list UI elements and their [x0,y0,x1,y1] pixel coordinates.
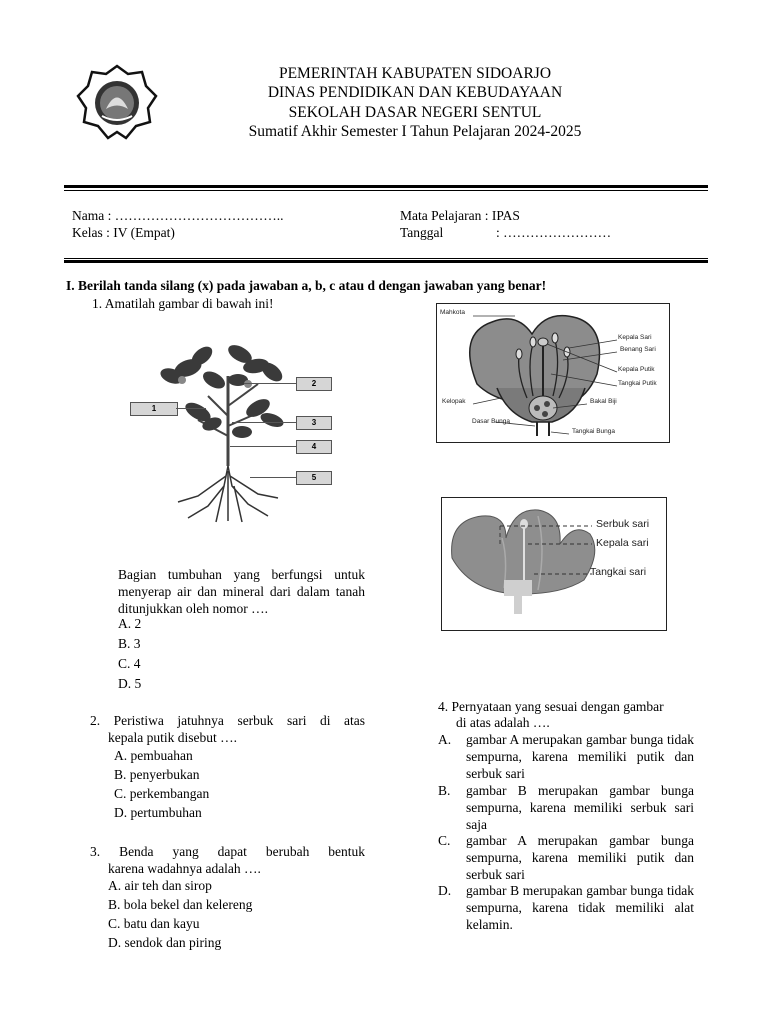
header-department: DINAS PENDIDIKAN DAN KEBUDAYAAN [267,84,563,101]
plant-leader-2 [244,383,296,384]
q3-option-a[interactable]: A. air teh dan sirop [108,878,212,893]
flower-a-label-benang-sari: Benang Sari [620,346,656,353]
plant-label-5: 5 [296,471,332,485]
q3-option-b[interactable]: B. bola bekel dan kelereng [108,897,253,912]
field-tanggal-label: Tanggal [400,225,444,240]
q4-option-c-letter[interactable]: C. [438,833,451,848]
q2-stem-line1: 2. Peristiwa jatuhnya serbuk sari di atas [90,713,365,728]
q4-option-a-text[interactable]: gambar A merupakan gambar bunga tidak sempurna, karena memiliki putik dan serbuk sari [466,732,694,781]
q2-stem-line2: kepala putik disebut …. [108,730,237,745]
q2-option-b[interactable]: B. penyerbukan [114,767,200,782]
q3-option-c[interactable]: C. batu dan kayu [108,916,200,931]
q1-option-a[interactable]: A. 2 [118,616,142,631]
plant-label-2: 2 [296,377,332,391]
flower-a-label-kepala-sari: Kepala Sari [618,334,652,341]
plant-diagram [128,336,336,526]
plant-label-1: 1 [130,402,178,416]
flower-a-label-kepala-putik: Kepala Putik [618,366,655,373]
q1-option-c[interactable]: C. 4 [118,656,141,671]
q2-option-d[interactable]: D. pertumbuhan [114,805,202,820]
q4-stem-line2: di atas adalah …. [456,715,550,730]
q4-option-c-text[interactable]: gambar A merupakan gambar bunga sempurna, karena memiliki putik dan serbuk sari [466,833,694,882]
q1-intro: 1. Amatilah gambar di bawah ini! [92,296,274,311]
header-exam-title: Sumatif Akhir Semester I Tahun Pelajaran 2024-2025 [248,123,582,140]
plant-leader-3 [232,422,296,423]
flower-a-label-bakal-biji: Bakal Biji [590,398,617,405]
plant-leader-1 [176,408,206,409]
top-rule [64,185,708,188]
q4-option-d-text[interactable]: gambar B merupakan gambar bunga tidak sempurna, karena tidak memiliki alat kelamin. [466,883,694,932]
field-kelas: Kelas : IV (Empat) [72,225,175,240]
plant-leader-4 [230,446,296,447]
flower-b-label-serbuk-sari: Serbuk sari [596,518,650,530]
q3-option-d[interactable]: D. sendok dan piring [108,935,222,950]
q4-option-a-letter[interactable]: A. [438,732,452,747]
q4-stem-line1: 4. Pernyataan yang sesuai dengan gambar [438,699,664,714]
q3-stem-line2: karena wadahnya adalah …. [108,861,261,876]
plant-label-4: 4 [296,440,332,454]
q4-option-b-letter[interactable]: B. [438,783,451,798]
q1-stem: Bagian tumbuhan yang berfungsi untuk menyerap air dan mineral dari dalam tanah ditunjukkan oleh nomor …. [118,567,365,616]
q1-option-b[interactable]: B. 3 [118,636,141,651]
regency-logo [76,64,158,142]
plant-label-3: 3 [296,416,332,430]
flower-b-label-kepala-sari: Kepala sari [596,537,649,549]
q4-option-d-letter[interactable]: D. [438,883,452,898]
flower-a-label-tangkai-putik: Tangkai Putik [618,380,657,387]
q4-option-b-text[interactable]: gambar B merupakan gambar bunga sempurna, karena memiliki serbuk sari saja [466,783,694,832]
flower-a-label-kelopak: Kelopak [442,398,466,405]
top-rule-thin [64,190,708,191]
q1-option-d[interactable]: D. 5 [118,676,142,691]
field-mata-pelajaran: Mata Pelajaran : IPAS [400,208,520,223]
q2-option-c[interactable]: C. perkembangan [114,786,210,801]
field-nama: Nama : ……………………………….. [72,208,284,223]
flower-a-label-mahkota: Mahkota [440,309,465,316]
plant-leader-5 [250,477,296,478]
q3-stem-line1: 3. Benda yang dapat berubah bentuk [90,844,365,859]
flower-b-label-tangkai-sari: Tangkai sari [590,566,647,578]
bottom-rule [64,260,708,263]
flower-a-label-dasar-bunga: Dasar Bunga [472,418,510,425]
header-school: SEKOLAH DASAR NEGERI SENTUL [288,104,542,121]
field-tanggal-value: : …………………… [496,225,612,240]
flower-a-label-tangkai-bunga: Tangkai Bunga [572,428,616,435]
bottom-rule-thin [64,258,708,259]
section-instruction: I. Berilah tanda silang (x) pada jawaban a, b, c atau d dengan jawaban yang benar! [66,278,547,293]
header-government: PEMERINTAH KABUPATEN SIDOARJO [278,65,552,82]
q2-option-a[interactable]: A. pembuahan [114,748,193,763]
